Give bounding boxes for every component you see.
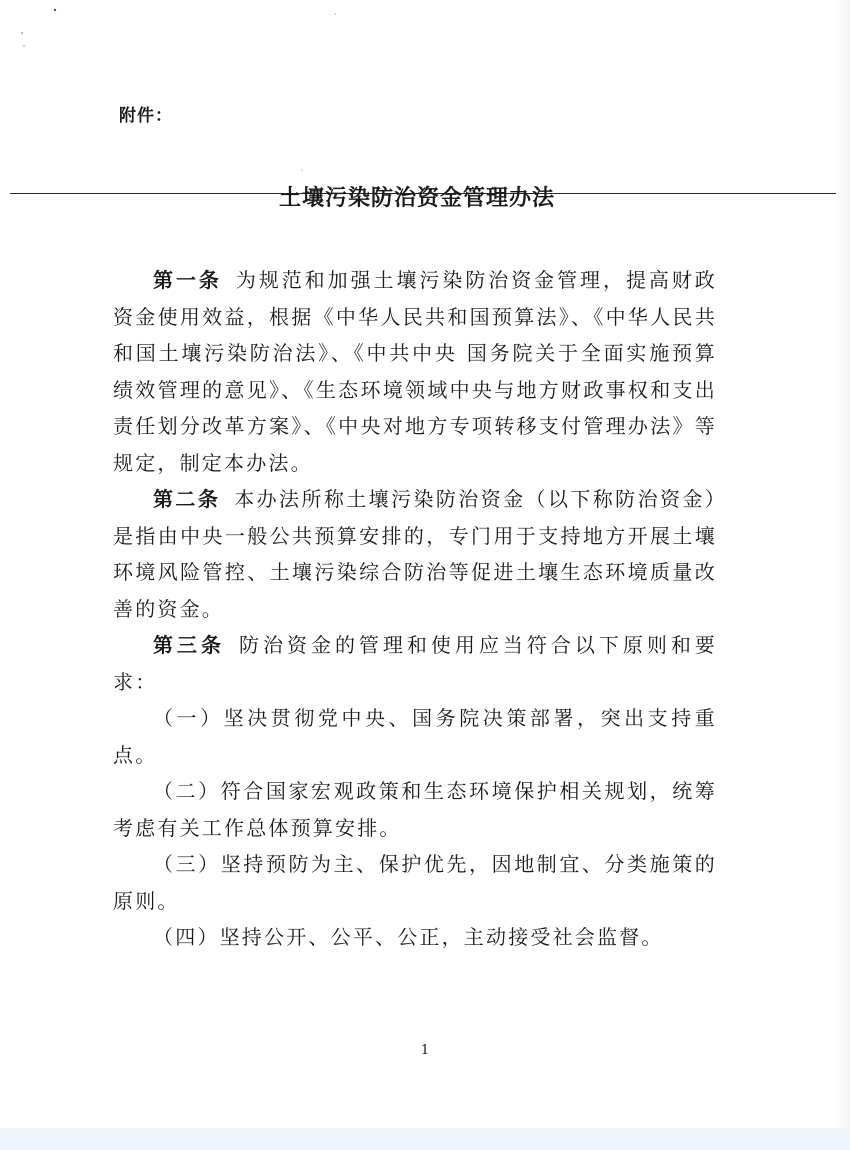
paragraph-item-4 xyxy=(113,919,717,956)
scan-bottom-band xyxy=(0,1128,850,1150)
article-number: 第三条 xyxy=(153,633,225,657)
paragraph-item-2 xyxy=(113,773,717,846)
document-title xyxy=(0,181,850,212)
document-title-text: 土壤污染防治资金管理办法 xyxy=(278,186,555,211)
paragraph-text: 防治资金的管理和使用应当符合以下原则和要求： xyxy=(113,633,718,694)
page-number: 1 xyxy=(420,1043,430,1058)
attachment-label: 附件： xyxy=(119,106,173,126)
paragraph-text: 本办法所称土壤污染防治资金（以下称防治资金）是指由中央一般公共预算安排的，专门用于支持地方开展土壤环境风险管控、土壤污染综合防治等促进土壤生态环境质量改善的资金。 xyxy=(113,487,717,621)
article-number: 第一条 xyxy=(153,268,222,292)
paragraph-item-1 xyxy=(113,700,717,773)
paragraph-text: 为规范和加强土壤污染防治资金管理，提高财政资金使用效益，根据《中华人民共和国预算法》、《中华人民共和国土壤污染防治法》、《中共中央 国务院关于全面实施预算绩效管理的意见》、《生态环境领域中央与地方财政事权和支出责任划分改革方案》、《中央对地方专项转移支付管理办法》等规定，制定本办法。 xyxy=(113,268,717,475)
paragraph-item-3 xyxy=(113,846,717,919)
article-number: 第二条 xyxy=(153,487,221,511)
paragraph-article-3 xyxy=(113,627,717,700)
paragraph-text: （四）坚持公开、公平、公正，主动接受社会监督。 xyxy=(153,925,664,949)
paragraph-article-2 xyxy=(113,481,717,627)
paragraph-article-1 xyxy=(113,262,717,481)
document-body xyxy=(113,262,717,956)
paragraph-text: （三）坚持预防为主、保护优先，因地制宜、分类施策的原则。 xyxy=(113,852,717,913)
paragraph-text: （一）坚决贯彻党中央、国务院决策部署，突出支持重点。 xyxy=(113,706,717,767)
scan-edge-shadow xyxy=(836,0,850,1150)
paragraph-text: （二）符合国家宏观政策和生态环境保护相关规划，统筹考虑有关工作总体预算安排。 xyxy=(113,779,717,840)
